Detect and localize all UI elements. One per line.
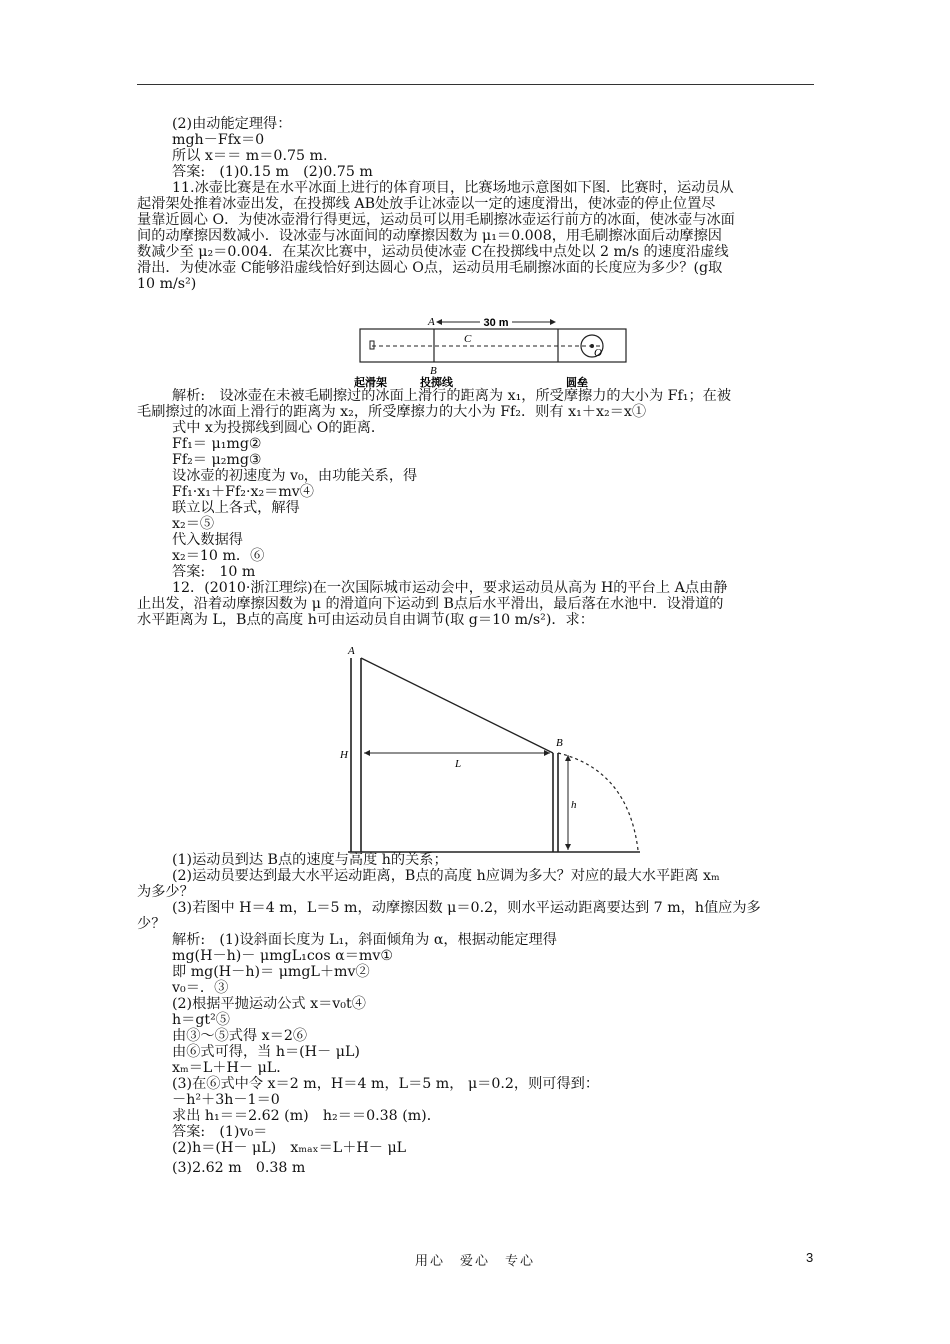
text-line: 水平距离为 L，B点的高度 h可由运动员自由调节(取 g＝10 m/s²)．求：: [137, 612, 594, 628]
slide-incline: [361, 658, 553, 753]
text-line: 11.冰壶比赛是在水平冰面上进行的体育项目，比赛场地示意图如下图．比赛时，运动员从: [172, 180, 734, 196]
text-line: 代入数据得: [172, 532, 243, 548]
label-b: B: [556, 737, 563, 749]
page-number: 3: [806, 1250, 814, 1265]
text-line: 间的动摩擦因数减小．设冰壶与冰面间的动摩擦因数为 μ₁＝0.008，用毛刷擦冰面后动摩擦因: [137, 228, 722, 244]
text-line: x₂＝⑤: [172, 516, 215, 532]
text-line: v₀＝．③: [172, 980, 229, 996]
text-line: mgh－Ffx＝0: [172, 132, 265, 148]
text-line: (3)在⑥式中令 x＝2 m，H＝4 m，L＝5 m， μ＝0.2，则可得到：: [172, 1076, 600, 1092]
slide-platform-diagram: [328, 640, 648, 860]
start-frame-mark: [370, 341, 374, 349]
text-line: (2)根据平抛运动公式 x＝v₀t④: [172, 996, 366, 1012]
text-line: 求出 h₁＝＝2.62 (m) h₂＝＝0.38 (m)．: [172, 1108, 441, 1124]
text-line: 起滑架处推着冰壶出发，在投掷线 AB处放手让冰壶以一定的速度滑出，使冰壶的停止位置尽: [137, 196, 716, 212]
text-line: (2)h＝(H－ μL) xₘₐₓ＝L＋H－ μL: [172, 1140, 407, 1156]
text-line: 量靠近圆心 O．为使冰壶滑行得更远，运动员可以用毛刷擦冰壶运行前方的冰面，使冰壶与冰面: [137, 212, 735, 228]
text-line: 为多少？: [137, 884, 194, 900]
text-line: 即 mg(H－h)＝ μmgL＋mv②: [172, 964, 370, 980]
text-line: x₂＝10 m．⑥: [172, 548, 265, 564]
text-line: 12．(2010·浙江理综)在一次国际城市运动会中，要求运动员从高为 H的平台上 A点由静: [172, 580, 728, 596]
text-line: 设冰壶的初速度为 v₀，由功能关系，得: [172, 468, 418, 484]
text-line: 止出发，沿着动摩擦因数为 μ 的滑道向下运动到 B点后水平滑出，最后落在水池中．设滑道的: [137, 596, 724, 612]
label-b: B: [430, 365, 437, 377]
text-line: 少？: [137, 916, 166, 932]
text-line: (1)运动员到达 B点的速度与高度 h的关系；: [172, 852, 448, 868]
text-line: Ff₁＝ μ₁mg②: [172, 436, 262, 452]
label-h-small: h: [571, 799, 577, 811]
text-line: 答案: 10 m: [172, 564, 256, 580]
text-line: 式中 x为投掷线到圆心 O的距离．: [172, 420, 386, 436]
text-line: 由⑥式可得，当 h＝(H－ μL): [172, 1044, 360, 1060]
text-line: 解析: (1)设斜面长度为 L₁，斜面倾角为 α，根据动能定理得: [172, 932, 557, 948]
text-line: 答案: (1)0.15 m (2)0.75 m: [172, 164, 373, 180]
trajectory-curve: [558, 753, 638, 850]
curling-rink-diagram: [340, 306, 640, 388]
text-line: (2)运动员要达到最大水平运动距离，B点的高度 h应调为多大？对应的最大水平距离 xₘ: [172, 868, 720, 884]
text-line: 毛刷擦过的冰面上滑行的距离为 x₂，所受摩擦力的大小为 Ff₂．则有 x₁＋x₂＝x①: [137, 404, 647, 420]
label-l: L: [455, 758, 462, 770]
text-line: 答案: (1)v₀＝: [172, 1124, 268, 1140]
text-line: 由③～⑤式得 x＝2⑥: [172, 1028, 308, 1044]
caption-start-frame: 起滑架: [354, 376, 387, 388]
footer-text: 用心 爱心 专心: [414, 1254, 535, 1269]
text-line: h＝gt²⑤: [172, 1012, 230, 1028]
text-line: 10 m/s²): [137, 276, 197, 292]
label-h-height: H: [340, 749, 348, 761]
text-line: 数减少至 μ₂＝0.004．在某次比赛中，运动员使冰壶 C在投掷线中点处以 2 m/s 的速度沿虚线: [137, 244, 729, 260]
label-c: C: [464, 333, 472, 345]
label-a: A: [348, 645, 355, 657]
text-line: 所以 x＝＝ m＝0.75 m.: [172, 148, 328, 164]
text-line: Ff₁·x₁＋Ff₂·x₂＝mv④: [172, 484, 314, 500]
text-line: －h²＋3h－1＝0: [172, 1092, 280, 1108]
text-line: (3)2.62 m 0.38 m: [172, 1160, 306, 1176]
header-rule: [137, 84, 814, 85]
caption-house: 圆垒: [566, 376, 588, 388]
arrowhead-left-icon: [436, 319, 442, 325]
text-line: xₘ＝L＋H－ μL．: [172, 1060, 291, 1076]
text-line: 解析: 设冰壶在未被毛刷擦过的冰面上滑行的距离为 x₁，所受摩擦力的大小为 Ff₁；在被: [172, 388, 732, 404]
arrowhead-h-top-icon: [565, 755, 571, 761]
distance-label: 30 m: [483, 317, 509, 329]
text-line: (2)由动能定理得：: [172, 116, 292, 132]
text-line: Ff₂＝ μ₂mg③: [172, 452, 262, 468]
text-line: 滑出．为使冰壶 C能够沿虚线恰好到达圆心 O点，运动员用毛刷擦冰面的长度应为多少？(g取: [137, 260, 723, 276]
text-line: mg(H－h)－ μmgL₁cos α＝mv①: [172, 948, 394, 964]
arrowhead-l-left-icon: [364, 750, 370, 756]
arrowhead-h-bottom-icon: [565, 844, 571, 850]
text-line: 联立以上各式，解得: [172, 500, 300, 516]
text-line: (3)若图中 H＝4 m，L＝5 m，动摩擦因数 μ＝0.2，则水平运动距离要达到 7 m，h值应为多: [172, 900, 761, 916]
label-o: O: [594, 347, 602, 359]
label-a: A: [428, 316, 435, 328]
arrowhead-right-icon: [550, 319, 556, 325]
caption-throw-line: 投掷线: [420, 376, 453, 388]
